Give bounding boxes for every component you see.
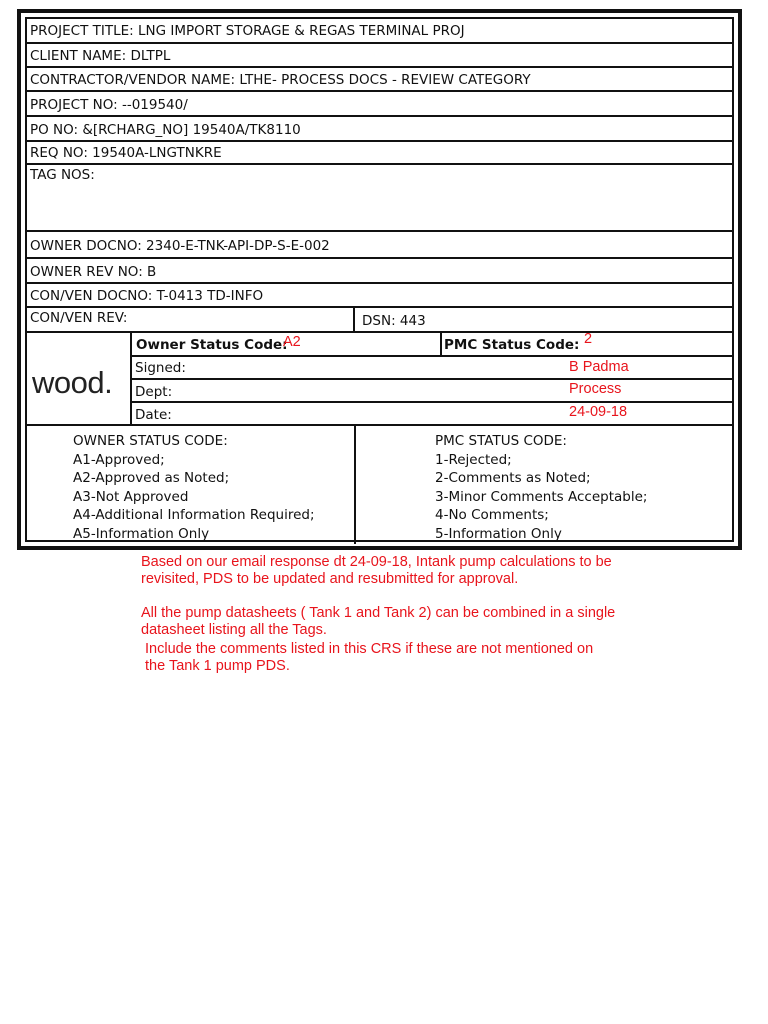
comment-line: revisited, PDS to be updated and resubmitted for approval. (141, 571, 519, 587)
date-row-divider (27, 424, 732, 426)
owner-docno-row (27, 232, 732, 259)
owner-code-item: A3-Not Approved (73, 488, 189, 505)
comment-line: Include the comments listed in this CRS if these are not mentioned on (141, 641, 594, 657)
owner-code-item: A4-Additional Information Required; (73, 507, 315, 524)
client-name: CLIENT NAME: DLTPL (30, 48, 171, 64)
pmc-status-value: 2 (584, 331, 593, 347)
pmc-status-codes (435, 432, 647, 544)
tag-nos-row (27, 165, 732, 232)
owner-code-item: A1-Approved; (73, 451, 165, 468)
signed-label: Signed: (135, 360, 186, 376)
wood-logo: wood. (32, 365, 113, 400)
po-no: PO NO: &[RCHARG_NO] 19540A/TK8110 (30, 122, 301, 138)
owner-docno: OWNER DOCNO: 2340-E-TNK-API-DP-S-E-002 (30, 238, 330, 254)
document-review-stamp (17, 9, 742, 550)
comment-line: the Tank 1 pump PDS. (141, 658, 290, 674)
status-row-divider (132, 355, 732, 357)
dept-value: Process (569, 381, 622, 397)
pmc-status-divider (440, 333, 442, 356)
conven-docno: CON/VEN DOCNO: T-0413 TD-INFO (30, 288, 264, 304)
owner-code-item: A2-Approved as Noted; (73, 470, 230, 487)
dsn-divider (353, 308, 355, 333)
contractor-row (27, 68, 732, 92)
owner-codes-title: OWNER STATUS CODE: (73, 433, 228, 449)
pmc-code-item: 3-Minor Comments Acceptable; (435, 488, 648, 505)
dept-label: Dept: (135, 384, 173, 400)
comment-line: datasheet listing all the Tags. (141, 622, 327, 638)
date-label: Date: (135, 407, 172, 423)
signed-value: B Padma (569, 359, 629, 375)
tag-nos: TAG NOS: (30, 167, 95, 183)
po-no-row (27, 117, 732, 142)
pmc-code-item: 2-Comments as Noted; (435, 470, 591, 487)
project-no: PROJECT NO: --019540/ (30, 97, 188, 113)
pmc-codes-title: PMC STATUS CODE: (435, 433, 567, 449)
stamp-inner-border (25, 17, 734, 542)
pmc-code-item: 4-No Comments; (435, 507, 549, 524)
project-no-row (27, 92, 732, 117)
pmc-code-item: 1-Rejected; (435, 451, 512, 468)
dsn: DSN: 443 (362, 313, 426, 329)
codes-divider (354, 426, 356, 544)
contractor-name: CONTRACTOR/VENDOR NAME: LTHE- PROCESS DOCS - REVIEW CATEGORY (30, 72, 531, 88)
dept-row-divider (132, 401, 732, 403)
client-name-row (27, 44, 732, 68)
owner-rev-no: OWNER REV NO: B (30, 264, 157, 280)
pmc-status-label: PMC Status Code: (444, 337, 580, 353)
project-title-row (27, 19, 732, 44)
conven-rev: CON/VEN REV: (30, 310, 128, 326)
comment-line: Based on our email response dt 24-09-18, Intank pump calculations to be (141, 554, 612, 570)
date-value: 24-09-18 (569, 404, 628, 420)
req-no: REQ NO: 19540A-LNGTNKRE (30, 145, 222, 161)
owner-rev-row (27, 259, 732, 284)
owner-status-label: Owner Status Code: (136, 337, 288, 353)
conven-docno-row (27, 284, 732, 308)
owner-status-value: A2 (283, 334, 301, 350)
project-title: PROJECT TITLE: LNG IMPORT STORAGE & REGAS TERMINAL PROJ (30, 23, 465, 39)
pmc-code-item: 5-Information Only (435, 525, 562, 542)
review-comment-1 (141, 554, 612, 588)
comment-line: All the pump datasheets ( Tank 1 and Tank 2) can be combined in a single (141, 605, 616, 621)
review-comment-2 (141, 605, 615, 639)
req-no-row (27, 142, 732, 165)
owner-status-codes (73, 432, 315, 544)
owner-code-item: A5-Information Only (73, 525, 210, 542)
review-comment-3 (141, 641, 593, 675)
signed-row-divider (132, 378, 732, 380)
